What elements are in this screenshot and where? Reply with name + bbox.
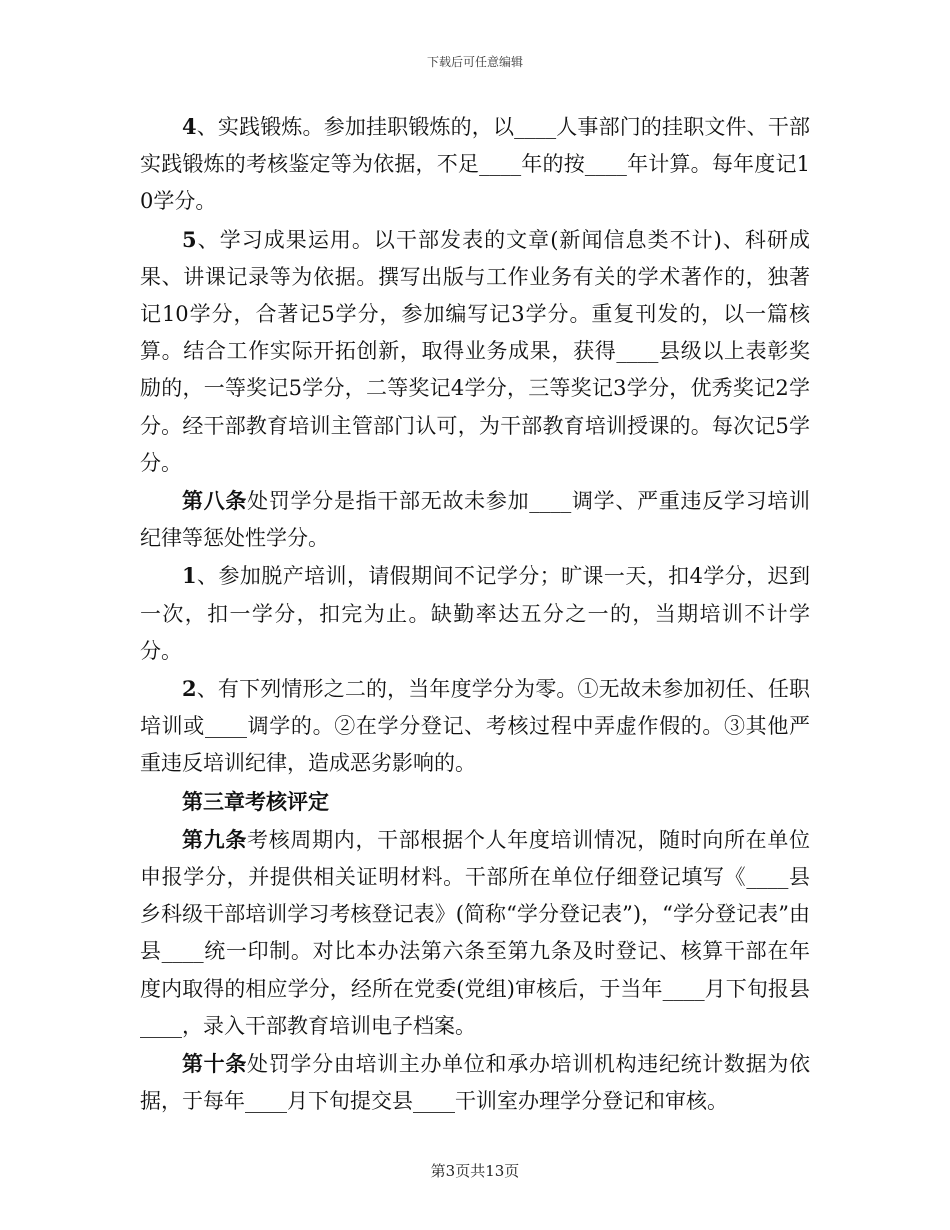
article-heading: 第十条 bbox=[182, 1051, 248, 1077]
paragraph-text: 考核周期内，干部根据个人年度培训情况，随时向所在单位申报学分，并提供相关证明材料。干部所在单位仔细登记填写《____县乡科级干部培训学习考核登记表》(简称“学分登记表”)，“学分登记表”由县____统一印制。对比本办法第六条至第九条及时登记、核算干部在年度内取得的相应学分，经所在党委(党组)审核后，于当年____月下旬报县____，录入干部教育培训电子档案。 bbox=[140, 827, 811, 1038]
paragraph-text: 、参加脱产培训，请假期间不记学分；旷课一天，扣4学分，迟到一次，扣一学分，扣完为止。缺勤率达五分之一的，当期培训不计学分。 bbox=[140, 564, 810, 663]
chapter-heading bbox=[140, 783, 810, 821]
page-footer: 第3页共13页 bbox=[430, 1162, 520, 1180]
paragraph-text: 、学习成果运用。以干部发表的文章(新闻信息类不计)、科研成果、讲课记录等为依据。撰写出版与工作业务有关的学术著作的，独著记10学分，合著记5学分，参加编写记3学分。重复刊发的，以一篇核算。结合工作实际开拓创新，取得业务成果，获得____县级以上表彰奖励的，一等奖记5学分，二等奖记4学分，三等奖记3学分，优秀奖记2学分。经干部教育培训主管部门认可，为干部教育培训授课的。每次记5学分。 bbox=[140, 227, 810, 475]
paragraph-practice-training bbox=[140, 108, 810, 221]
paragraph-item-2 bbox=[140, 670, 810, 783]
article-heading: 第九条 bbox=[182, 826, 248, 852]
page-header: 下载后可任意编辑 bbox=[426, 55, 523, 69]
article-heading: 第八条 bbox=[182, 488, 248, 514]
paragraph-article-8 bbox=[140, 482, 810, 557]
paragraph-text: 处罚学分是指干部无故未参加____调学、严重违反学习培训纪律等惩处性学分。 bbox=[140, 489, 811, 551]
paragraph-text: 、实践锻炼。参加挂职锻炼的，以____人事部门的挂职文件、干部实践锻炼的考核鉴定等为依据，不足____年的按____年计算。每年度记10学分。 bbox=[140, 115, 810, 214]
paragraph-lead: 2 bbox=[182, 676, 197, 702]
paragraph-item-1 bbox=[140, 557, 810, 670]
paragraph-text: 处罚学分由培训主办单位和承办培训机构违纪统计数据为依据，于每年____月下旬提交县____干训室办理学分登记和审核。 bbox=[140, 1052, 811, 1114]
paragraph-article-10 bbox=[140, 1045, 810, 1120]
paragraph-text: 、有下列情形之二的，当年度学分为零。①无故未参加初任、任职培训或____调学的。②在学分登记、考核过程中弄虚作假的。③其他严重违反培训纪律，造成恶劣影响的。 bbox=[140, 677, 810, 776]
paragraph-lead: 1 bbox=[182, 563, 197, 589]
paragraph-lead: 5 bbox=[182, 226, 197, 252]
chapter-title: 第三章考核评定 bbox=[182, 788, 329, 814]
paragraph-learning-results bbox=[140, 221, 810, 482]
paragraph-lead: 4 bbox=[182, 114, 197, 139]
document-body bbox=[140, 108, 810, 1120]
paragraph-article-9 bbox=[140, 821, 810, 1045]
